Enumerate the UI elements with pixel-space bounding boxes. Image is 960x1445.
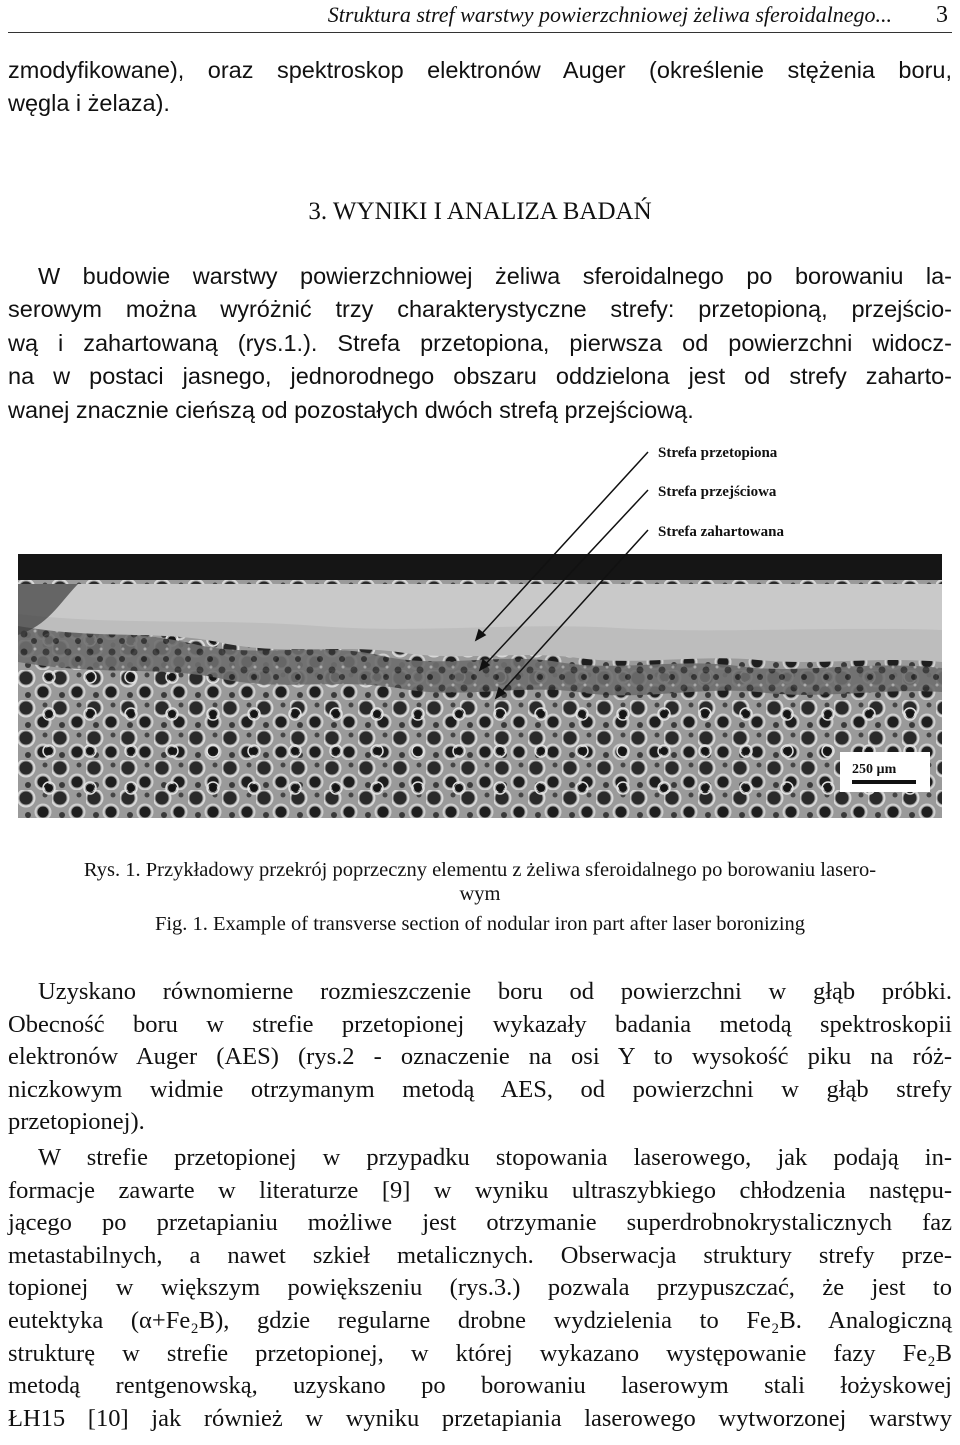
text-line: przetopionej). (8, 1108, 145, 1136)
text-line: elektronów Auger (AES) (rys.2 - oznaczenie na osi Y to wysokość piku na róż- (8, 1043, 952, 1071)
caption-line: Rys. 1. Przykładowy przekrój poprzeczny elementu z żeliwa sferoidalnego po borowaniu lasero- (83, 859, 877, 881)
paragraph-boron-distribution (8, 976, 952, 1139)
micrograph-figure (18, 430, 942, 818)
figure-caption-en: Fig. 1. Example of transverse section of nodular iron part after laser boronizing (154, 913, 806, 935)
text-line: eutektyka (α+Fe₂B), gdzie regularne drobne wydzielenia to Fe₂B. Analogiczną (8, 1306, 952, 1334)
scale-bar (852, 780, 916, 784)
running-header-title: Struktura stref warstwy powierzchniowej żeliwa sferoidalnego... (327, 2, 892, 27)
text-line: niczkowym widmie otrzymanym metodą AES, od powierzchni w głąb strefy (8, 1075, 952, 1103)
figure-caption-pl (60, 858, 900, 906)
running-header (8, 2, 952, 33)
label-strefa-przetopiona: Strefa przetopiona (658, 445, 778, 461)
paragraph-results (8, 260, 952, 427)
text-line: ŁH15 [10] jak również w wyniku przetapiania laserowego wytworzonej warstwy (8, 1404, 952, 1432)
caption-line: wym (459, 883, 501, 905)
text-line: strukturę w strefie przetopionej, w której wykazano występowanie fazy Fe₂B (8, 1339, 952, 1367)
page-number: 3 (936, 2, 948, 28)
label-strefa-przejsciowa: Strefa przejściowa (658, 484, 777, 500)
text-line: metastabilnych, a nawet szkieł metalicznych. Obserwacja struktury strefy prze- (8, 1241, 952, 1269)
text-line: metodą rentgenowską, uzyskano po borowaniu laserowym stali łożyskowej (8, 1372, 952, 1400)
text-line: wanej znacznie cieńszą od pozostałych dwóch strefą przejściową. (8, 396, 694, 423)
text-line: Obecność boru w strefie przetopionej wykazały badania metodą spektroskopii (8, 1010, 952, 1038)
text-line: W strefie przetopionej w przypadku stopowania laserowego, jak podają in- (38, 1144, 952, 1171)
text-line: W budowie warstwy powierzchniowej żeliwa sferoidalnego po borowaniu la- (38, 263, 952, 289)
section-heading: 3. WYNIKI I ANALIZA BADAŃ (308, 198, 652, 225)
scale-bar-label: 250 µm (852, 762, 897, 777)
text-line: serowym można wyróżnić trzy charakterystyczne strefy: przetopioną, przejścio- (8, 296, 952, 323)
text-line: węgla i żelaza). (8, 89, 170, 116)
text-line: topionej w większym powiększeniu (rys.3.) pozwala przypuszczać, że jest to (8, 1274, 952, 1302)
micrograph-image (18, 430, 942, 818)
label-strefa-zahartowana: Strefa zahartowana (658, 524, 784, 540)
text-line: Uzyskano równomierne rozmieszczenie boru od powierzchni w głąb próbki. (38, 978, 952, 1005)
text-line: zmodyfikowane), oraz spektroskop elektronów Auger (określenie stężenia boru, (8, 57, 952, 83)
text-line: wą i zahartowaną (rys.1.). Strefa przetopiona, pierwsza od powierzchni widocz- (8, 329, 952, 356)
paragraph-melted-zone (8, 1142, 952, 1435)
intro-paragraph (8, 54, 952, 119)
text-line: jącego po przetapianiu możliwe jest otrzymanie superdrobnokrystalicznych faz (8, 1209, 952, 1237)
text-line: formacje zawarte w literaturze [9] w wyniku ultraszybkiego chłodzenia następu- (8, 1176, 952, 1204)
text-line: na w postaci jasnego, jednorodnego obszaru oddzielona jest od strefy zaharto- (8, 363, 952, 390)
